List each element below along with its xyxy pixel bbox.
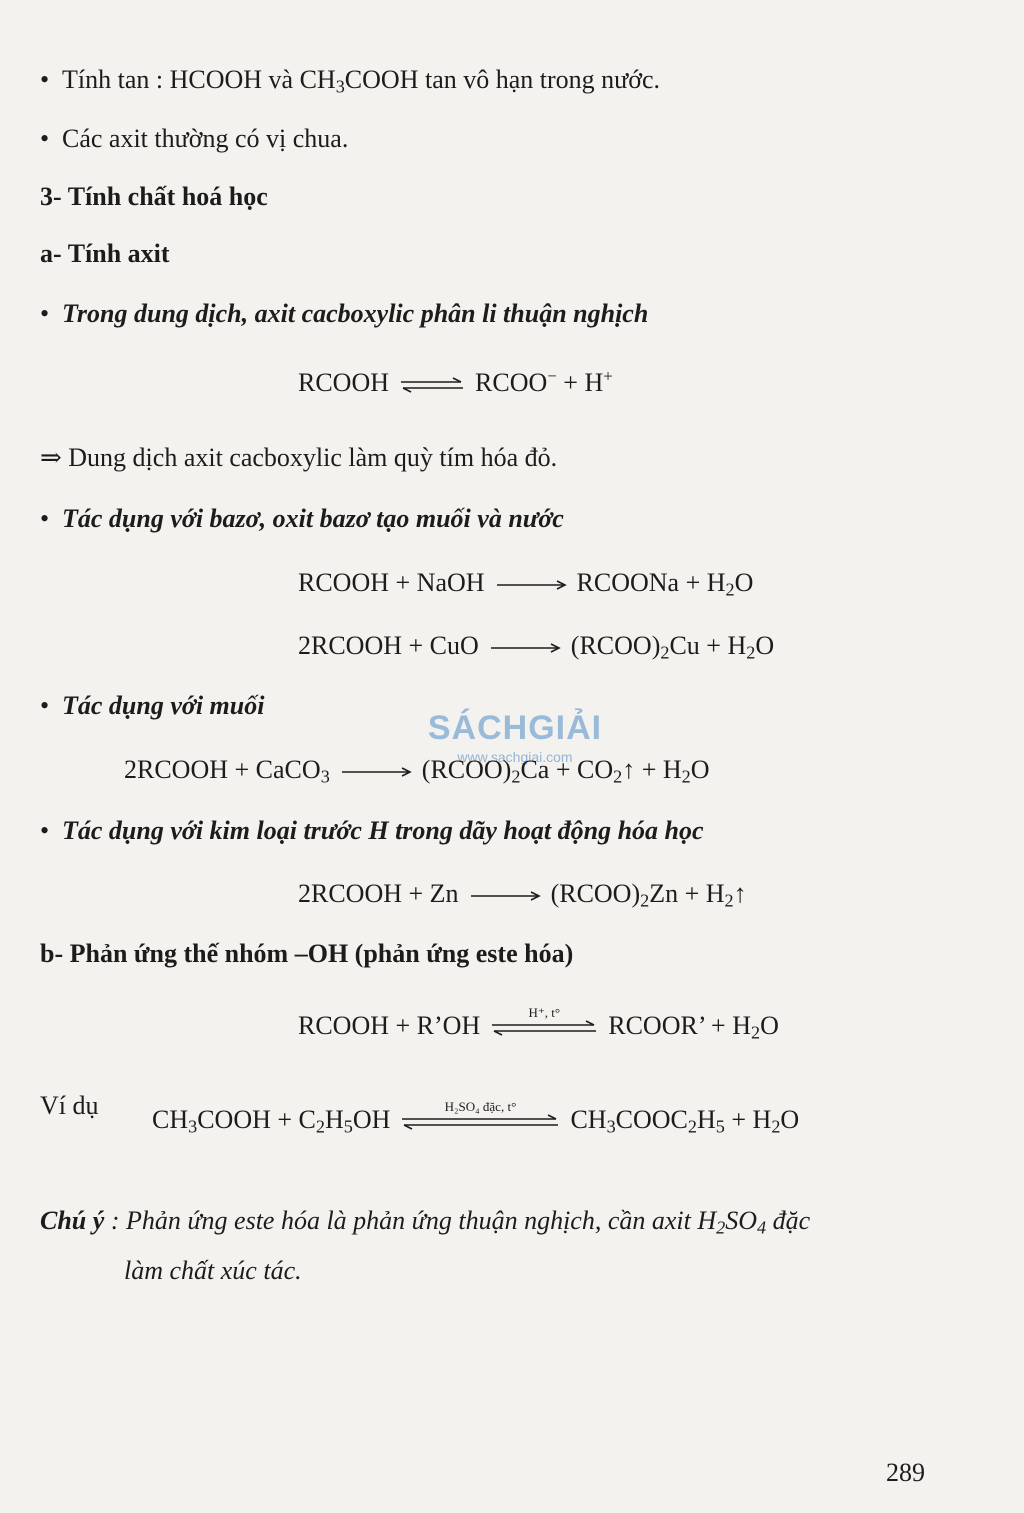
equilibrium-arrow-icon xyxy=(399,377,465,393)
right-arrow-icon xyxy=(489,642,561,654)
note-label: Chú ý xyxy=(40,1206,105,1235)
section-heading-chemical-properties: 3- Tính chất hoá học xyxy=(40,182,268,211)
equation-esterification-example: $CH_3COOH + C_2H_5OH$ H₂SO₄ đặc, t° $CH_3COOC_2H_5 + H_2O$ xyxy=(152,1099,800,1137)
subheading-acidity: a- Tính axit xyxy=(40,239,170,268)
equilibrium-arrow-icon xyxy=(400,1099,560,1130)
reaction-condition: H⁺, t° xyxy=(528,1005,561,1021)
solubility-line: • Tính tan : HCOOH và $CH_3COOH$ tan vô hạn trong nước. xyxy=(40,64,660,96)
sour-taste-line: • Các axit thường có vị chua. xyxy=(40,123,348,155)
example-label: Ví dụ xyxy=(40,1091,99,1120)
equilibrium-arrow-icon xyxy=(490,1005,598,1036)
note-line: Chú ý : Phản ứng este hóa là phản ứng thuận nghịch, cần axit $H_2SO_4$ đặc xyxy=(40,1206,811,1238)
watermark-url: www.sachgiai.com xyxy=(457,749,573,765)
note-line-continued: làm chất xúc tác. xyxy=(124,1256,302,1285)
bullet-dissociation: • Trong dung dịch, axit cacboxylic phân li thuận nghịch xyxy=(40,298,648,330)
bullet-salt-reaction: • Tác dụng với muối xyxy=(40,690,264,722)
bullet-base-reaction: • Tác dụng với bazơ, oxit bazơ tạo muối và nước xyxy=(40,503,564,535)
subheading-esterification: b- Phản ứng thế nhóm –OH (phản ứng este hóa) xyxy=(40,939,574,968)
equation-cuo: 2RCOOH + CuO $(RCOO)_2Cu + H_2O$ xyxy=(298,631,775,663)
equation-esterification-general: RCOOH + R’OH H⁺, t° RCOOR’ + $H_2O$ xyxy=(298,1005,779,1043)
bullet-metal-reaction: • Tác dụng với kim loại trước H trong dãy hoạt động hóa học xyxy=(40,815,704,847)
right-arrow-icon xyxy=(469,890,541,902)
equation-zn: 2RCOOH + Zn $(RCOO)_2Zn$ + $H_2↑$ xyxy=(298,879,747,911)
reaction-condition: H₂SO₄ đặc, t° xyxy=(444,1099,517,1115)
watermark-brand: SÁCHGIẢI xyxy=(427,709,603,747)
equation-naoh: RCOOH + NaOH RCOONa + $H_2O$ xyxy=(298,568,754,600)
right-arrow-icon xyxy=(340,766,412,778)
equation-caco3: 2RCOOH + CaCO$_3$ $(RCOO)_2Ca$ + $CO_2↑ + H_2O$ xyxy=(124,755,710,787)
right-arrow-icon xyxy=(495,579,567,591)
conclusion-litmus: ⇒ Dung dịch axit cacboxylic làm quỳ tím hóa đỏ. xyxy=(40,443,558,472)
equation-dissociation: RCOOH RCOO− + H+ xyxy=(298,366,613,397)
page-number: 289 xyxy=(886,1458,925,1487)
